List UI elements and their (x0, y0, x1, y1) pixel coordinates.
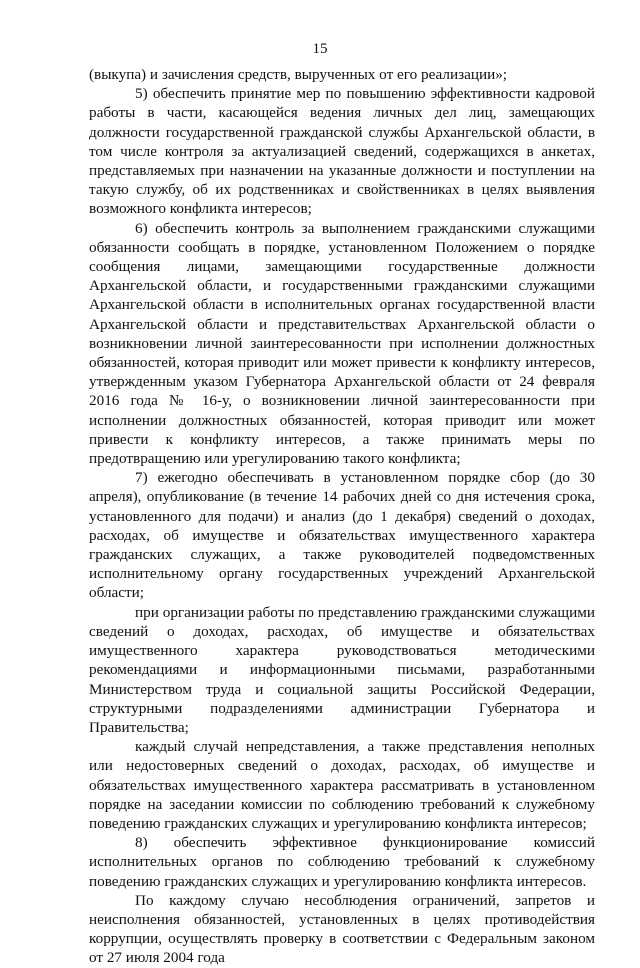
document-body (89, 65, 595, 968)
paragraph-item-6: 6) обеспечить контроль за выполнением гражданскими служащими обязанности сообщать в порядке, установленном Положением о порядке сообщения лицами, замещающими государственные должности Архангельской области, и государственными гражданскими служащими Архангельской области в исполнительных органах государственной власти Архангельской области и представительствах Архангельской области о возникновении личной заинтересованности при исполнении должностных обязанностей, которая приводит или может привести к конфликту интересов, утвержденным указом Губернатора Архангельской области от 24 февраля 2016 года № 16-у, о возникновении личной заинтересованности при исполнении должностных обязанностей, которая приводит или может привести к конфликту интересов, а также принимать меры по предотвращению или урегулированию такого конфликта; (89, 219, 595, 468)
paragraph-item-7: 7) ежегодно обеспечивать в установленном порядке сбор (до 30 апреля), опубликование (в течение 14 рабочих дней со дня истечения срока, установленного для подачи) и анализ (до 1 декабря) сведений о доходах, расходах, об имуществе и обязательствах имущественного характера гражданских служащих, а также руководителей подведомственных исполнительному органу государственных учреждений Архангельской области; (89, 469, 595, 602)
paragraph-nonsubmission-cases: каждый случай непредставления, а также представления неполных или недостоверных сведений о доходах, расходах, об имуществе и обязательствах имущественного характера рассматривать в установленном порядке на заседании комиссии по соблюдению требований к служебному поведению гражданских служащих и урегулированию конфликта интересов; (89, 738, 595, 832)
page-number: 15 (312, 41, 328, 57)
paragraph-declarations-guidance: при организации работы по представлению гражданскими служащими сведений о доходах, расходах, об имуществе и обязательствах имущественного характера руководствоваться методическими рекомендациями и информационными письмами, разработанными Министерством труда и социальной защиты Российской Федерации, структурными подразделениями администрации Губернатора и Правительства; (89, 603, 595, 736)
paragraph-continuation: (выкупа) и зачисления средств, вырученных от его реализации»; (89, 66, 508, 83)
paragraph-item-8: 8) обеспечить эффективное функционирование комиссий исполнительных органов по соблюдению требований к служебному поведению гражданских служащих и урегулированию конфликта интересов. (89, 834, 595, 890)
paragraph-item-5: 5) обеспечить принятие мер по повышению эффективности кадровой работы в части, касающейся ведения личных дел лиц, замещающих должности государственной гражданской службы Архангельской области, в том числе контроля за актуализацией сведений, содержащихся в анкетах, представляемых при назначении на указанные должности и поступлении на такую службу, об их родственниках и свойственниках в целях выявления возможного конфликта интересов; (89, 85, 595, 218)
paragraph-violations-check: По каждому случаю несоблюдения ограничений, запретов и неисполнения обязанностей, установленных в целях противодействия коррупции, осуществлять проверку в соответствии с Федеральным законом от 27 июля 2004 года (89, 891, 595, 967)
